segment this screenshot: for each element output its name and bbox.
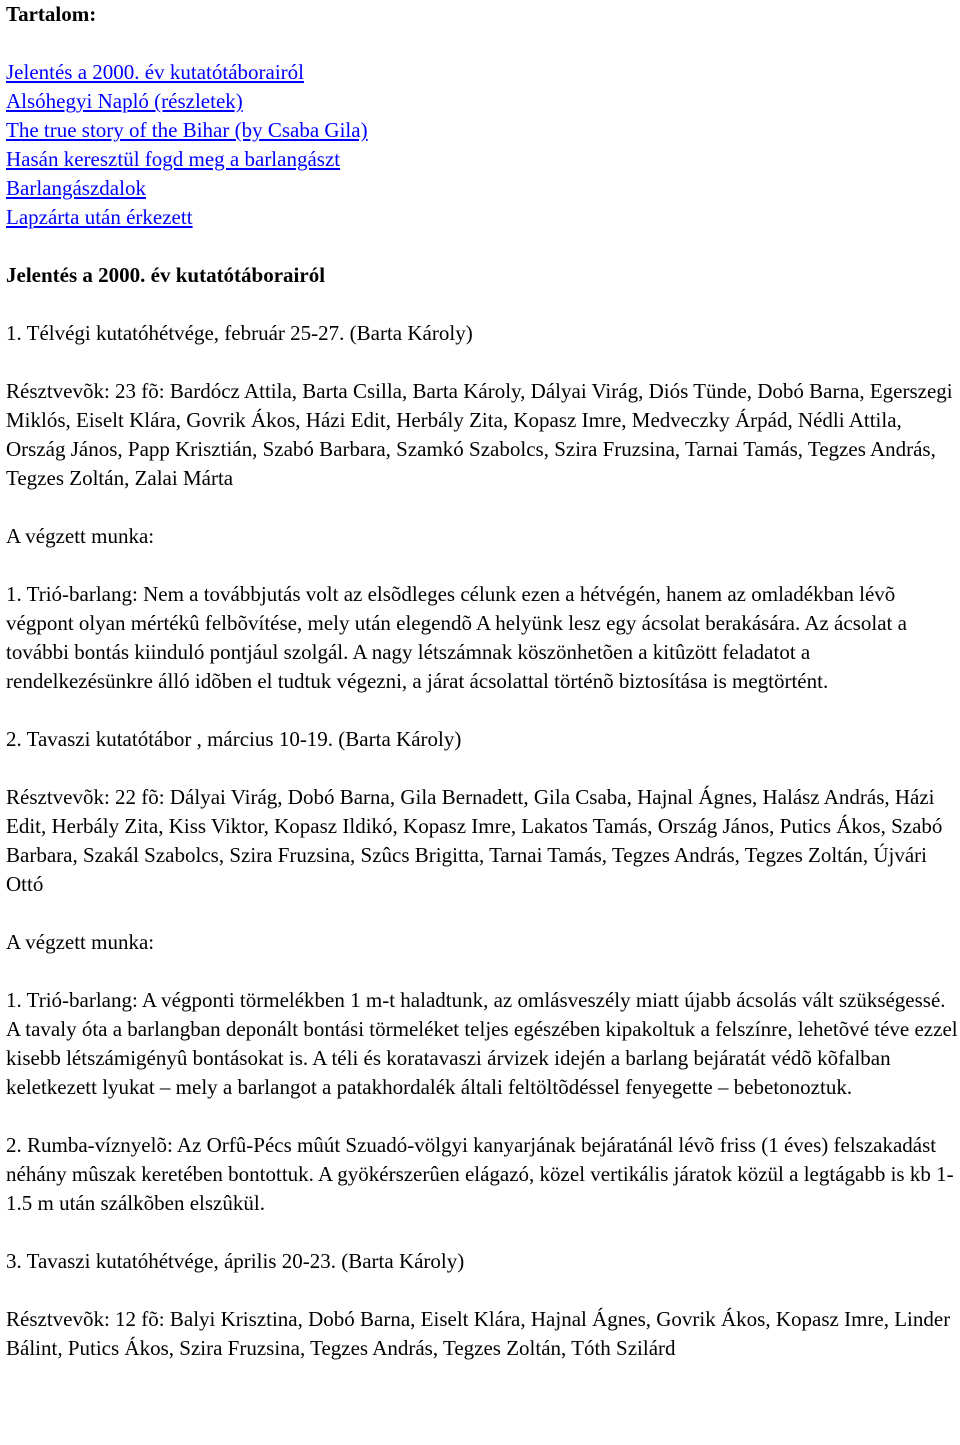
paragraph-camp-2-heading: 2. Tavaszi kutatótábor , március 10-19. (Barta Károly) xyxy=(6,727,462,751)
table-of-contents xyxy=(6,58,960,232)
toc-link-report-2000[interactable]: Jelentés a 2000. év kutatótáborairól xyxy=(6,60,304,84)
paragraph-camp-2-work-1: 1. Trió-barlang: A végponti törmelékben 1 m-t haladtunk, az omlásveszély miatt újabb ácsolás vált szükségessé. A tavaly óta a barlangban deponált bontási törmeléket teljes egészében kipakoltuk a felszínre, lehetõvé téve ezzel kisebb létszámigényû bontásokat is. A téli és koratavaszi árvizek idején a barlang bejáratát védõ kõfalban keletkezett lyukat – mely a barlangot a patakhordalék általi feltöltõdéssel fenyegette – bebetonoztuk. xyxy=(6,988,958,1099)
paragraph-camp-3-participants: Résztvevõk: 12 fõ: Balyi Krisztina, Dobó Barna, Eiselt Klára, Hajnal Ágnes, Govrik Ákos, Kopasz Imre, Linder Bálint, Putics Ákos, Szira Fruzsina, Tegzes András, Tegzes Zoltán, Tóth Szilárd xyxy=(6,1307,951,1360)
paragraph-camp-2-work-label: A végzett munka: xyxy=(6,930,155,954)
paragraph-camp-1-participants: Résztvevõk: 23 fõ: Bardócz Attila, Barta Csilla, Barta Károly, Dályai Virág, Diós Tünde, Dobó Barna, Egerszegi Miklós, Eiselt Klára, Govrik Ákos, Házi Edit, Herbály Zita, Kopasz Imre, Medveczky Árpád, Nédli Attila, Ország János, Papp Krisztián, Szabó Barbara, Szamkó Szabolcs, Szira Fruzsina, Tarnai Tamás, Tegzes András, Tegzes Zoltán, Zalai Márta xyxy=(6,379,953,490)
paragraph-camp-2-work-2: 2. Rumba-víznyelõ: Az Orfû-Pécs mûút Szuadó-völgyi kanyarjának bejáratánál lévõ friss (1 éves) felszakadást néhány mûszak keretében bontottuk. A gyökérszerûen elágazó, közel vertikális járatok közül a legtágabb is kb 1-1.5 m után szálkõben elszûkül. xyxy=(6,1133,954,1215)
paragraph-camp-1-work-label: A végzett munka: xyxy=(6,524,155,548)
toc-link-hasan[interactable]: Hasán keresztül fogd meg a barlangászt xyxy=(6,147,341,171)
section-title: Jelentés a 2000. év kutatótáborairól xyxy=(6,263,326,287)
toc-link-bihar-story[interactable]: The true story of the Bihar (by Csaba Gila) xyxy=(6,118,368,142)
paragraph-camp-1-work-1: 1. Trió-barlang: Nem a továbbjutás volt az elsõdleges célunk ezen a hétvégén, hanem az omladékban lévõ végpont olyan mértékû felbõvítése, mely után elegendõ A helyünk lesz egy ácsolat berakására. Az ácsolat a további bontás kiinduló pontjául szolgál. A nagy létszámnak köszönhetõen a kitûzött feladatot a rendelkezésünkre álló idõben el tudtuk végezni, a járat ácsolattal történõ biztosítása is megtörtént. xyxy=(6,582,907,693)
paragraph-camp-1-heading: 1. Télvégi kutatóhétvége, február 25-27. (Barta Károly) xyxy=(6,321,473,345)
toc-link-songs[interactable]: Barlangászdalok xyxy=(6,176,146,200)
toc-link-late-arrival[interactable]: Lapzárta után érkezett xyxy=(6,205,193,229)
paragraph-camp-2-participants: Résztvevõk: 22 fõ: Dályai Virág, Dobó Barna, Gila Bernadett, Gila Csaba, Hajnal Ágnes, Halász András, Házi Edit, Herbály Zita, Kiss Viktor, Kopasz Ildikó, Kopasz Imre, Lakatos Tamás, Ország János, Putics Ákos, Szabó Barbara, Szakál Szabolcs, Szira Fruzsina, Szûcs Brigitta, Tarnai Tamás, Tegzes András, Tegzes Zoltán, Újvári Ottó xyxy=(6,785,943,896)
contents-heading: Tartalom: xyxy=(6,2,97,26)
toc-link-alsohegyi-diary[interactable]: Alsóhegyi Napló (részletek) xyxy=(6,89,243,113)
paragraph-camp-3-heading: 3. Tavaszi kutatóhétvége, április 20-23. (Barta Károly) xyxy=(6,1249,465,1273)
